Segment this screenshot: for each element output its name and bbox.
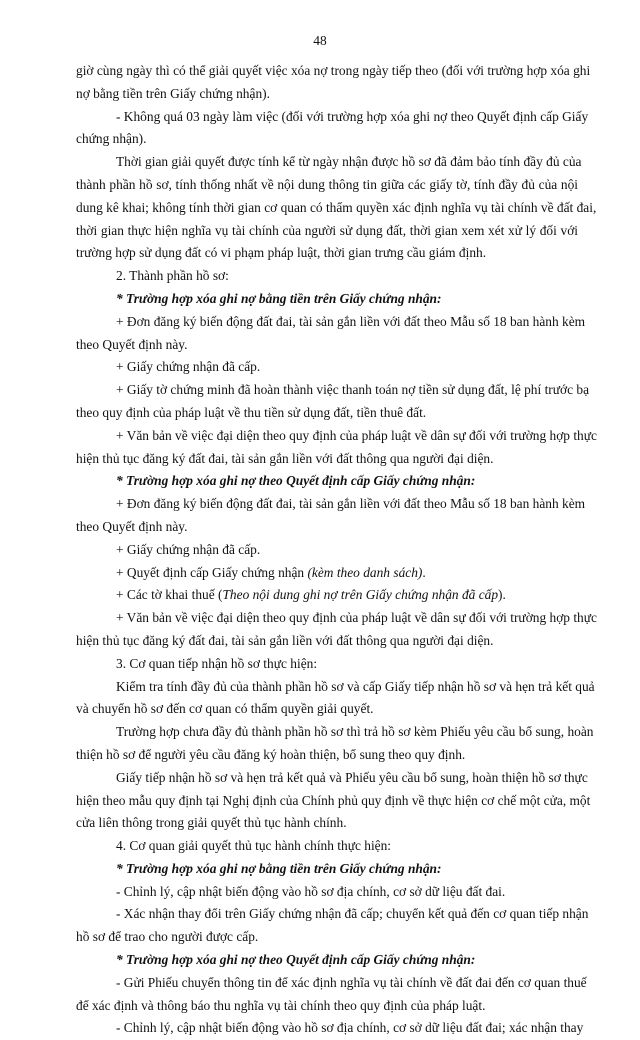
- page-number: 48: [313, 33, 327, 48]
- line-text: theo Quyết định này.: [76, 518, 188, 534]
- line-text: + Văn bản về việc đại diện theo quy định của pháp luật về dân sự đối với trường hợp thực: [116, 610, 597, 626]
- line-text: giờ cùng ngày thì có thể giải quyết việc xóa nợ trong ngày tiếp theo (đối với trường hợp xóa ghi: [76, 63, 591, 78]
- line-text: trường hợp sử dụng đất có vi phạm pháp luật, thời gian trưng cầu giám định.: [76, 245, 487, 261]
- text-line: [76, 926, 578, 949]
- line-text: - Xác nhận thay đổi trên Giấy chứng nhận đã cấp; chuyển kết quả đến cơ quan tiếp nhận: [116, 906, 589, 922]
- text-line: [76, 1017, 584, 1040]
- line-text: thời gian thực hiện nghĩa vụ tài chính của người sử dụng đất, thời gian xem xét xử lý đối với: [76, 222, 578, 238]
- text-line: [76, 744, 578, 767]
- line-text: - Không quá 03 ngày làm việc (đối với trường hợp xóa ghi nợ theo Quyết định cấp Giấy: [116, 108, 589, 124]
- text-line: [76, 949, 578, 972]
- line-text: * Trường hợp xóa ghi nợ theo Quyết định cấp Giấy chứng nhận:: [116, 473, 476, 489]
- text-line: [76, 721, 594, 744]
- line-text: + Văn bản về việc đại diện theo quy định của pháp luật về dân sự đối với trường hợp thực: [116, 427, 597, 443]
- text-line: [76, 995, 578, 1018]
- text-line: [76, 448, 578, 471]
- line-italic-text: (kèm theo danh sách): [304, 564, 423, 580]
- line-text: Trường hợp chưa đầy đủ thành phần hồ sơ thì trả hồ sơ kèm Phiếu yêu cầu bổ sung, hoàn: [116, 724, 594, 740]
- line-text: + Giấy chứng nhận đã cấp.: [116, 359, 261, 375]
- line-text: 2. Thành phần hồ sơ:: [116, 268, 229, 284]
- text-line: [76, 311, 586, 334]
- text-line: [76, 653, 578, 676]
- line-text: Kiểm tra tính đầy đủ của thành phần hồ sơ và cấp Giấy tiếp nhận hồ sơ và hẹn trả kết quả: [116, 678, 595, 694]
- text-line: [76, 607, 597, 630]
- line-text: hồ sơ để trao cho người được cấp.: [76, 929, 259, 945]
- line-text: hiện theo mẫu quy định tại Nghị định của Chính phủ quy định về thực hiện cơ chế một cửa, một: [76, 792, 591, 808]
- text-line: [76, 698, 578, 721]
- text-line: [76, 288, 578, 311]
- text-line: [76, 197, 597, 220]
- line-text: + Đơn đăng ký biến động đất đai, tài sản gắn liền với đất theo Mẫu số 18 ban hành kèm: [116, 496, 586, 512]
- line-italic-text: Theo nội dung ghi nợ trên Giấy chứng nhận đã cấp: [222, 587, 499, 603]
- text-line: [76, 174, 578, 197]
- text-line: [76, 584, 578, 607]
- text-line: [76, 881, 578, 904]
- line-text: nợ bằng tiền trên Giấy chứng nhận).: [76, 85, 270, 101]
- text-line: [76, 106, 589, 129]
- text-line: [76, 151, 582, 174]
- text-line: [76, 83, 578, 106]
- text-line: [76, 812, 578, 835]
- line-text: + Các tờ khai thuế (: [116, 587, 223, 603]
- text-line: [76, 402, 578, 425]
- line-text: để xác định và thông báo thu nghĩa vụ tài chính theo quy định của pháp luật.: [76, 997, 486, 1013]
- text-line: [76, 972, 587, 995]
- text-line: [76, 220, 578, 243]
- line-tail-text: .: [422, 564, 426, 580]
- text-line: [76, 493, 586, 516]
- line-text: + Giấy tờ chứng minh đã hoàn thành việc thanh toán nợ tiền sử dụng đất, lệ phí trước bạ: [116, 382, 590, 398]
- line-text: * Trường hợp xóa ghi nợ bằng tiền trên Giấy chứng nhận:: [116, 860, 442, 876]
- text-line: [76, 265, 578, 288]
- text-line: [76, 128, 578, 151]
- text-line: [76, 242, 578, 265]
- line-text: theo quy định của pháp luật về thu tiền sử dụng đất, tiền thuê đất.: [76, 404, 427, 420]
- line-text: * Trường hợp xóa ghi nợ theo Quyết định cấp Giấy chứng nhận:: [116, 952, 476, 968]
- text-line: [76, 470, 578, 493]
- line-text: Giấy tiếp nhận hồ sơ và hẹn trả kết quả và Phiếu yêu cầu bổ sung, hoàn thiện hồ sơ thực: [116, 769, 588, 785]
- text-line: [76, 903, 589, 926]
- line-text: 3. Cơ quan tiếp nhận hồ sơ thực hiện:: [116, 655, 318, 671]
- document-body: [76, 60, 597, 1040]
- line-text: cửa liên thông trong giải quyết thủ tục hành chính.: [76, 815, 347, 831]
- line-text: + Đơn đăng ký biến động đất đai, tài sản gắn liền với đất theo Mẫu số 18 ban hành kèm: [116, 313, 586, 329]
- line-text: + Giấy chứng nhận đã cấp.: [116, 541, 261, 557]
- text-line: [76, 767, 588, 790]
- line-text: hiện thủ tục đăng ký đất đai, tài sản gắn liền với đất thông qua người đại diện.: [76, 632, 494, 648]
- text-line: [76, 858, 578, 881]
- text-line: [76, 630, 578, 653]
- line-text: dung kê khai; không tính thời gian cơ quan có thẩm quyền xác định nghĩa vụ tài chính về đất đai,: [76, 199, 597, 215]
- line-text: thiện hồ sơ để người yêu cầu đăng ký hoàn thiện, bổ sung theo quy định.: [76, 746, 466, 762]
- line-text: - Chỉnh lý, cập nhật biến động vào hồ sơ địa chính, cơ sở dữ liệu đất đai.: [116, 883, 506, 899]
- line-text: - Chỉnh lý, cập nhật biến động vào hồ sơ địa chính, cơ sở dữ liệu đất đai; xác nhận thay: [116, 1020, 584, 1036]
- line-tail-text: ).: [498, 587, 506, 603]
- text-line: [76, 835, 578, 858]
- text-line: [76, 60, 591, 83]
- line-text: 4. Cơ quan giải quyết thủ tục hành chính thực hiện:: [116, 838, 392, 854]
- line-text: và chuyển hồ sơ đến cơ quan có thẩm quyền giải quyết.: [76, 701, 374, 717]
- line-text: thành phần hồ sơ, tính thống nhất về nội dung thông tin giữa các giấy tờ, tính đầy đủ của nội: [76, 176, 578, 192]
- text-line: [76, 562, 578, 585]
- line-text: + Quyết định cấp Giấy chứng nhận: [116, 564, 305, 580]
- line-text: * Trường hợp xóa ghi nợ bằng tiền trên Giấy chứng nhận:: [116, 290, 442, 306]
- text-line: [76, 379, 590, 402]
- text-line: [76, 539, 578, 562]
- text-line: [76, 516, 578, 539]
- text-line: [76, 356, 578, 379]
- line-text: Thời gian giải quyết được tính kể từ ngày nhận được hồ sơ đã đảm bảo tính đầy đủ của: [116, 154, 582, 170]
- text-line: [76, 676, 595, 699]
- text-line: [76, 790, 591, 813]
- line-text: hiện thủ tục đăng ký đất đai, tài sản gắn liền với đất thông qua người đại diện.: [76, 450, 494, 466]
- text-line: [76, 425, 597, 448]
- line-text: - Gửi Phiếu chuyển thông tin để xác định nghĩa vụ tài chính về đất đai đến cơ quan thuế: [116, 974, 587, 990]
- text-line: [76, 334, 578, 357]
- line-text: theo Quyết định này.: [76, 336, 188, 352]
- line-text: chứng nhận).: [76, 131, 147, 147]
